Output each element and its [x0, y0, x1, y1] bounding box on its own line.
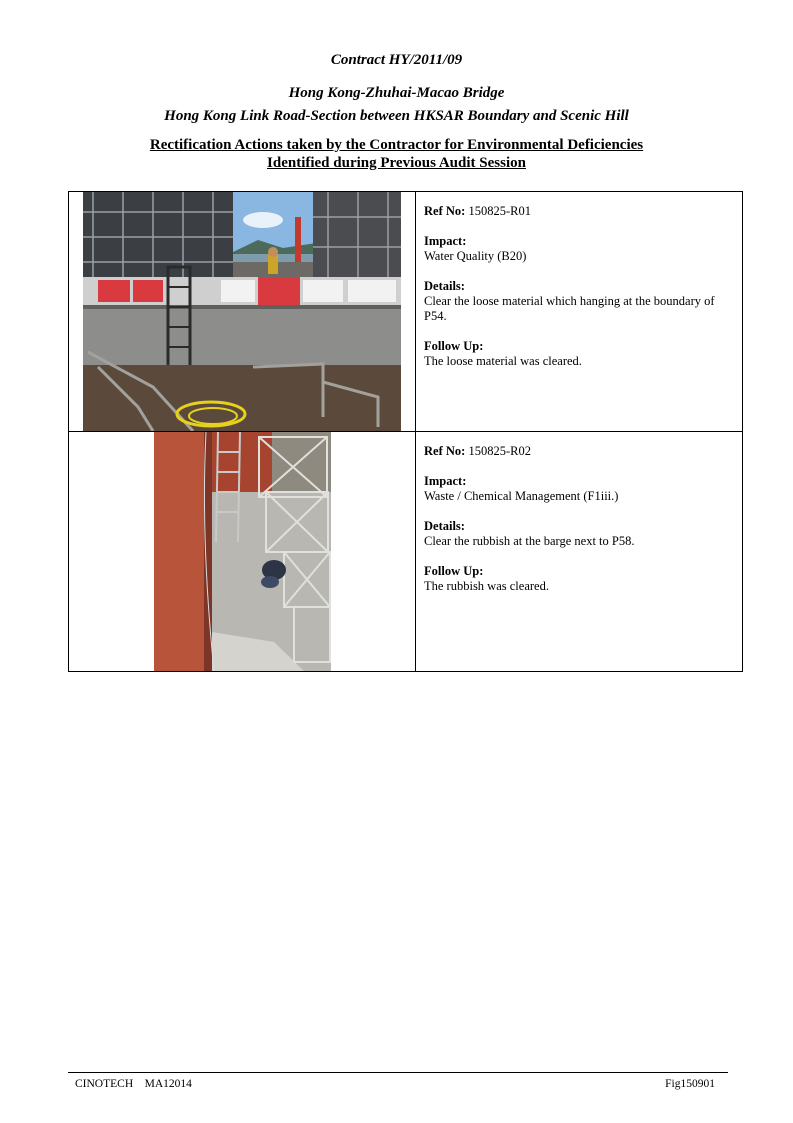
photo-cell	[69, 432, 416, 672]
site-photo-barge-boundary	[83, 192, 401, 431]
details-block	[424, 279, 736, 324]
followup-block	[424, 564, 736, 594]
photo-cell	[69, 192, 416, 432]
followup-label: Follow Up:	[424, 564, 484, 578]
project-section: Hong Kong Link Road-Section between HKSAR Boundary and Scenic Hill	[164, 108, 629, 124]
project-name: Hong Kong-Zhuhai-Macao Bridge	[288, 85, 505, 101]
ref-block	[424, 204, 736, 219]
details-value: Clear the loose material which hanging at the boundary of P54.	[424, 294, 715, 323]
impact-label: Impact:	[424, 234, 467, 248]
table-row	[69, 192, 743, 432]
record-details	[416, 192, 743, 432]
followup-block	[424, 339, 736, 369]
record-details	[416, 432, 743, 672]
footer-divider	[68, 1072, 728, 1073]
impact-value: Water Quality (B20)	[424, 249, 527, 263]
impact-label: Impact:	[424, 474, 467, 488]
footer-figure-number: Fig150901	[665, 1078, 715, 1090]
footer-company: CINOTECH MA12014	[75, 1078, 192, 1090]
ref-label: Ref No:	[424, 204, 466, 218]
page-title-line-1: Rectification Actions taken by the Contractor for Environmental Deficiencies	[149, 137, 644, 153]
impact-block	[424, 474, 736, 504]
impact-value: Waste / Chemical Management (F1iii.)	[424, 489, 619, 503]
details-value: Clear the rubbish at the barge next to P58.	[424, 534, 635, 548]
ref-number: 150825-R01	[468, 204, 531, 218]
table-row	[69, 432, 743, 672]
contract-number: Contract HY/2011/09	[330, 52, 463, 68]
ref-label: Ref No:	[424, 444, 466, 458]
followup-value: The loose material was cleared.	[424, 354, 582, 368]
impact-block	[424, 234, 736, 264]
details-label: Details:	[424, 519, 465, 533]
ref-number: 150825-R02	[468, 444, 531, 458]
page-title-line-2: Identified during Previous Audit Session	[267, 155, 526, 171]
rectification-table	[68, 191, 743, 672]
details-label: Details:	[424, 279, 465, 293]
followup-label: Follow Up:	[424, 339, 484, 353]
followup-value: The rubbish was cleared.	[424, 579, 549, 593]
ref-block	[424, 444, 736, 459]
site-photo-barge-deck	[154, 432, 331, 671]
details-block	[424, 519, 736, 549]
